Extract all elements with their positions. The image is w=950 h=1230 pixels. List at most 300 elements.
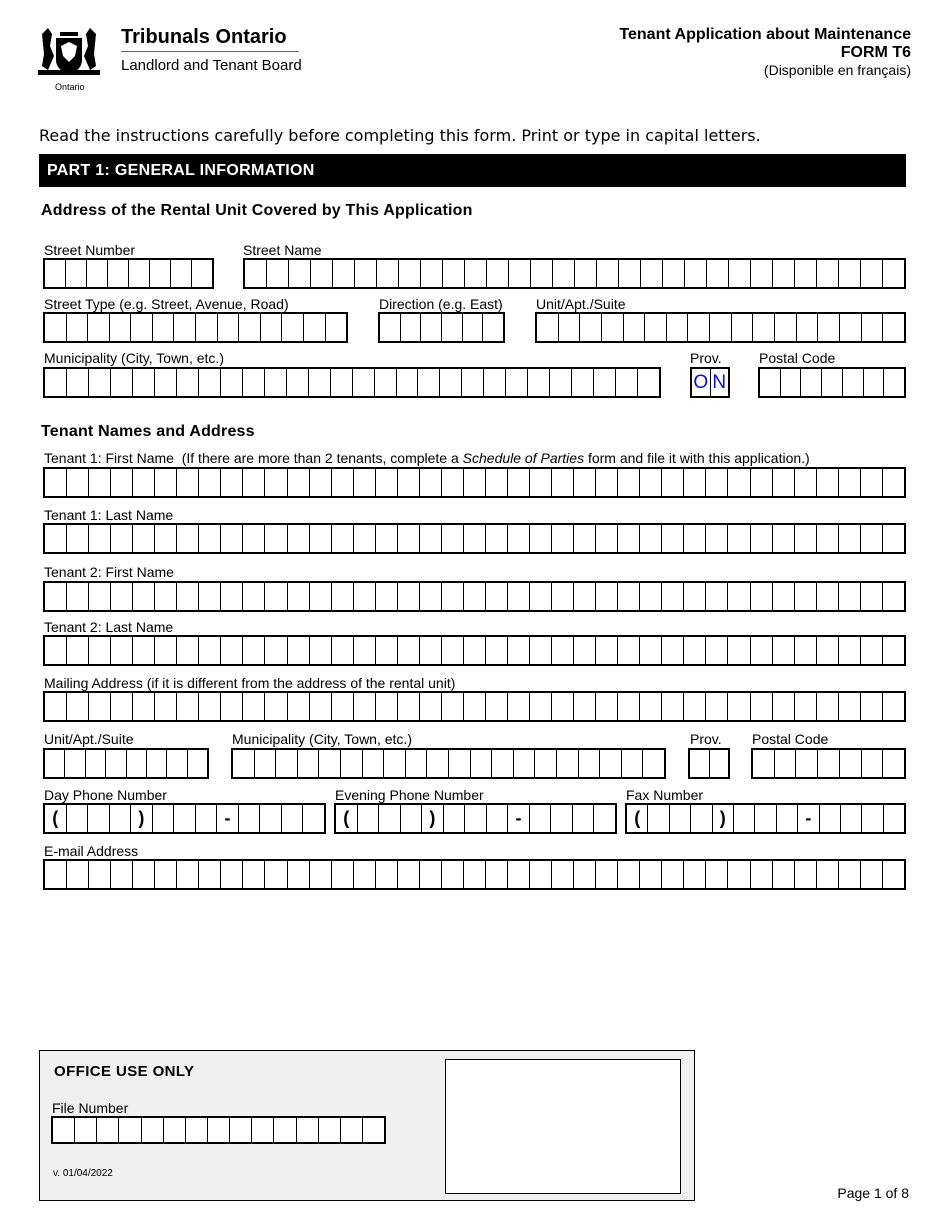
char-cell: [883, 369, 904, 396]
char-cell: [74, 1118, 96, 1142]
char-cell: [482, 314, 503, 341]
char-cell: [860, 583, 882, 610]
char-cell: [637, 369, 659, 396]
schedule-of-parties-text: Schedule of Parties: [462, 450, 585, 466]
char-cell: [287, 637, 309, 664]
char-cell: [332, 260, 354, 287]
char-cell: [287, 525, 309, 552]
char-cell: [287, 583, 309, 610]
tenant1-last-label: Tenant 1: Last Name: [44, 507, 174, 523]
char-cell: [639, 469, 661, 496]
char-cell: [838, 637, 860, 664]
char-cell: [774, 314, 796, 341]
char-cell: [617, 637, 639, 664]
char-cell: [690, 750, 709, 777]
char-cell: [772, 583, 794, 610]
mailing-address-field[interactable]: [43, 691, 906, 722]
char-cell: [87, 314, 109, 341]
logo-caption: Ontario: [55, 82, 85, 92]
phone-open-paren: (: [343, 808, 350, 828]
char-cell: [198, 637, 220, 664]
char-cell: [176, 861, 198, 888]
char-cell: [839, 314, 861, 341]
char-cell: [617, 583, 639, 610]
prov-char-o: O: [693, 371, 709, 393]
char-cell: [507, 861, 529, 888]
char-cell: [530, 260, 552, 287]
phone-cell: [173, 805, 195, 832]
char-cell: [154, 637, 176, 664]
char-cell: [331, 469, 353, 496]
char-cell: [353, 525, 375, 552]
char-cell: [639, 861, 661, 888]
char-cell: [727, 583, 749, 610]
char-cell: [507, 469, 529, 496]
char-cell: [772, 861, 794, 888]
char-cell: [242, 693, 264, 720]
char-cell: [176, 693, 198, 720]
char-cell: [331, 693, 353, 720]
char-cell: [275, 750, 297, 777]
char-cell: [308, 369, 330, 396]
char-cell: [839, 750, 861, 777]
char-cell: [362, 1118, 384, 1142]
char-cell: [485, 469, 507, 496]
char-cell: [529, 583, 551, 610]
char-cell: [264, 861, 286, 888]
char-cell: [45, 469, 66, 496]
char-cell: [110, 525, 132, 552]
phone-cell: [883, 805, 904, 832]
char-cell: [639, 637, 661, 664]
char-cell: [683, 637, 705, 664]
char-cell: [753, 750, 774, 777]
phone-open-paren: (: [634, 808, 641, 828]
char-cell: [88, 637, 110, 664]
char-cell: [527, 369, 549, 396]
char-cell: [185, 1118, 207, 1142]
char-cell: [173, 314, 195, 341]
phone-cell: [840, 805, 861, 832]
char-cell: [727, 861, 749, 888]
char-cell: [705, 469, 727, 496]
char-cell: [176, 469, 198, 496]
mail-unit-field[interactable]: [43, 748, 209, 779]
char-cell: [254, 750, 276, 777]
char-cell: [220, 637, 242, 664]
char-cell: [45, 637, 66, 664]
municipality-field[interactable]: [43, 367, 661, 398]
char-cell: [85, 750, 105, 777]
municipality-label: Municipality (City, Town, etc.): [44, 350, 224, 366]
unit-field[interactable]: [535, 312, 906, 343]
char-cell: [642, 750, 664, 777]
char-cell: [405, 750, 427, 777]
char-cell: [309, 469, 331, 496]
char-cell: [281, 314, 303, 341]
phone-dash: -: [797, 805, 818, 832]
char-cell: [132, 583, 154, 610]
char-cell: [794, 525, 816, 552]
char-cell: [661, 525, 683, 552]
char-cell: [573, 469, 595, 496]
char-cell: [551, 469, 573, 496]
char-cell: [132, 469, 154, 496]
char-cell: [245, 260, 266, 287]
char-cell: [242, 469, 264, 496]
char-cell: [507, 525, 529, 552]
char-cell: [375, 637, 397, 664]
char-cell: [661, 861, 683, 888]
char-cell: [462, 314, 483, 341]
char-cell: [66, 861, 88, 888]
evening-phone-field[interactable]: [334, 803, 617, 834]
char-cell: [618, 260, 640, 287]
char-cell: [463, 637, 485, 664]
char-cell: [220, 369, 242, 396]
org-name: Tribunals Ontario: [121, 26, 287, 48]
phone-cell: [754, 805, 775, 832]
char-cell: [728, 260, 750, 287]
phone-dash: -: [507, 805, 529, 832]
char-cell: [176, 583, 198, 610]
char-cell: [86, 260, 107, 287]
char-cell: [310, 260, 332, 287]
file-number-field[interactable]: [51, 1116, 386, 1144]
char-cell: [330, 369, 352, 396]
char-cell: [551, 525, 573, 552]
char-cell: [110, 369, 132, 396]
char-cell: [595, 525, 617, 552]
char-cell: [750, 469, 772, 496]
char-cell: [529, 861, 551, 888]
char-cell: [439, 369, 461, 396]
char-cell: [661, 583, 683, 610]
char-cell: [132, 369, 154, 396]
char-cell: [233, 750, 254, 777]
char-cell: [380, 314, 400, 341]
char-cell: [441, 469, 463, 496]
mail-postal-field[interactable]: [751, 748, 906, 779]
char-cell: [709, 750, 729, 777]
char-cell: [132, 637, 154, 664]
char-cell: [683, 469, 705, 496]
street-type-field[interactable]: [43, 312, 348, 343]
char-cell: [860, 861, 882, 888]
char-cell: [623, 314, 645, 341]
phone-cell: [195, 805, 217, 832]
char-cell: [838, 583, 860, 610]
char-cell: [141, 1118, 163, 1142]
char-cell: [661, 637, 683, 664]
char-cell: [397, 525, 419, 552]
char-cell: [683, 525, 705, 552]
char-cell: [354, 260, 376, 287]
char-cell: [217, 314, 239, 341]
char-cell: [441, 861, 463, 888]
phone-cell: [259, 805, 281, 832]
char-cell: [375, 525, 397, 552]
email-field[interactable]: [43, 859, 906, 890]
char-cell: [176, 637, 198, 664]
char-cell: [821, 369, 842, 396]
char-cell: [683, 583, 705, 610]
char-cell: [860, 637, 882, 664]
char-cell: [309, 861, 331, 888]
char-cell: [573, 861, 595, 888]
char-cell: [331, 637, 353, 664]
phone-cell: [861, 805, 882, 832]
part1-heading: PART 1: GENERAL INFORMATION: [39, 154, 906, 187]
char-cell: [198, 583, 220, 610]
char-cell: [297, 750, 319, 777]
tenant2-last-label: Tenant 2: Last Name: [44, 619, 174, 635]
phone-close-paren: ): [421, 805, 443, 832]
tenant2-first-name-field[interactable]: [43, 581, 906, 612]
fax-label: Fax Number: [626, 787, 704, 803]
char-cell: [709, 314, 731, 341]
street-number-field[interactable]: [43, 258, 214, 289]
char-cell: [882, 525, 904, 552]
char-cell: [595, 637, 617, 664]
phone-cell: [378, 805, 400, 832]
char-cell: [838, 260, 860, 287]
char-cell: [537, 314, 558, 341]
char-cell: [353, 469, 375, 496]
char-cell: [420, 260, 442, 287]
char-cell: [264, 369, 286, 396]
phone-cell: [400, 805, 422, 832]
char-cell: [617, 469, 639, 496]
char-cell: [220, 525, 242, 552]
char-cell: [448, 750, 470, 777]
fax-field[interactable]: [625, 803, 906, 834]
char-cell: [264, 469, 286, 496]
char-cell: [397, 583, 419, 610]
char-cell: [419, 861, 441, 888]
char-cell: [491, 750, 513, 777]
char-cell: [683, 693, 705, 720]
char-cell: [750, 693, 772, 720]
char-cell: [470, 750, 492, 777]
postal-code-field[interactable]: [758, 367, 906, 398]
coat-of-arms-icon: [34, 26, 104, 82]
char-cell: [463, 583, 485, 610]
char-cell: [375, 469, 397, 496]
street-name-field[interactable]: [243, 258, 906, 289]
day-phone-label: Day Phone Number: [44, 787, 167, 803]
char-cell: [816, 260, 838, 287]
char-cell: [573, 583, 595, 610]
char-cell: [796, 314, 818, 341]
tenant1-note-pre: (If there are more than 2 tenants, complete a: [181, 450, 459, 466]
phone-cell: [87, 805, 109, 832]
direction-field[interactable]: [378, 312, 505, 343]
char-cell: [795, 750, 817, 777]
char-cell: [264, 583, 286, 610]
char-cell: [842, 369, 863, 396]
tenant1-first-name-field[interactable]: [43, 467, 906, 498]
char-cell: [176, 525, 198, 552]
char-cell: [727, 693, 749, 720]
char-cell: [264, 525, 286, 552]
char-cell: [128, 260, 149, 287]
char-cell: [375, 583, 397, 610]
char-cell: [198, 369, 220, 396]
char-cell: [88, 469, 110, 496]
char-cell: [750, 525, 772, 552]
char-cell: [687, 314, 709, 341]
instructions-text: Read the instructions carefully before completing this form. Print or type in capital letters.: [39, 126, 761, 145]
char-cell: [376, 260, 398, 287]
char-cell: [816, 861, 838, 888]
char-cell: [198, 693, 220, 720]
char-cell: [817, 750, 839, 777]
char-cell: [731, 314, 753, 341]
day-phone-field[interactable]: [43, 803, 326, 834]
char-cell: [110, 861, 132, 888]
char-cell: [595, 583, 617, 610]
char-cell: [273, 1118, 295, 1142]
char-cell: [772, 525, 794, 552]
char-cell: [154, 525, 176, 552]
form-number: FORM T6: [840, 44, 911, 61]
phone-cell: [302, 805, 324, 832]
char-cell: [860, 260, 882, 287]
char-cell: [207, 1118, 229, 1142]
char-cell: [45, 861, 66, 888]
char-cell: [45, 369, 66, 396]
char-cell: [362, 750, 384, 777]
char-cell: [242, 637, 264, 664]
char-cell: [331, 583, 353, 610]
char-cell: [441, 314, 462, 341]
char-cell: [340, 750, 362, 777]
char-cell: [573, 693, 595, 720]
tenant1-note-post: form and file it with this application.): [587, 450, 810, 466]
char-cell: [683, 861, 705, 888]
char-cell: [441, 693, 463, 720]
char-cell: [579, 314, 601, 341]
char-cell: [260, 314, 282, 341]
char-cell: [198, 525, 220, 552]
char-cell: [666, 314, 688, 341]
mail-prov-label: Prov.: [690, 731, 722, 747]
char-cell: [617, 861, 639, 888]
char-cell: [529, 637, 551, 664]
char-cell: [860, 693, 882, 720]
tenant2-last-name-field[interactable]: [43, 635, 906, 666]
char-cell: [838, 525, 860, 552]
char-cell: [187, 750, 207, 777]
char-cell: [397, 637, 419, 664]
mail-prov-field[interactable]: [688, 748, 730, 779]
char-cell: [705, 583, 727, 610]
char-cell: [794, 469, 816, 496]
char-cell: [110, 693, 132, 720]
street-number-label: Street Number: [44, 242, 136, 258]
char-cell: [508, 260, 530, 287]
prov-field[interactable]: [690, 367, 730, 398]
char-cell: [596, 260, 618, 287]
char-cell: [551, 583, 573, 610]
char-cell: [66, 637, 88, 664]
mail-municipality-field[interactable]: [231, 748, 666, 779]
char-cell: [882, 314, 904, 341]
char-cell: [132, 525, 154, 552]
char-cell: [639, 525, 661, 552]
char-cell: [706, 260, 728, 287]
mail-municipality-label: Municipality (City, Town, etc.): [232, 731, 412, 747]
mail-postal-label: Postal Code: [752, 731, 829, 747]
street-name-label: Street Name: [243, 242, 322, 258]
char-cell: [863, 369, 884, 396]
char-cell: [66, 583, 88, 610]
char-cell: [463, 861, 485, 888]
char-cell: [513, 750, 535, 777]
char-cell: [615, 369, 637, 396]
char-cell: [640, 260, 662, 287]
char-cell: [595, 861, 617, 888]
char-cell: [45, 583, 66, 610]
char-cell: [727, 637, 749, 664]
char-cell: [882, 469, 904, 496]
char-cell: [242, 583, 264, 610]
tenant1-last-name-field[interactable]: [43, 523, 906, 554]
org-divider: [121, 51, 299, 52]
file-number-label: File Number: [52, 1100, 129, 1116]
char-cell: [882, 583, 904, 610]
char-cell: [838, 693, 860, 720]
char-cell: [331, 861, 353, 888]
char-cell: [549, 369, 571, 396]
char-cell: [318, 750, 340, 777]
char-cell: [463, 525, 485, 552]
char-cell: [644, 314, 666, 341]
phone-cell: [669, 805, 690, 832]
prov-label: Prov.: [690, 350, 722, 366]
char-cell: [860, 469, 882, 496]
char-cell: [198, 861, 220, 888]
char-cell: [485, 525, 507, 552]
phone-cell: [776, 805, 797, 832]
char-cell: [794, 260, 816, 287]
phone-cell: [109, 805, 131, 832]
char-cell: [309, 583, 331, 610]
office-use-panel: [39, 1050, 695, 1201]
char-cell: [375, 861, 397, 888]
char-cell: [442, 260, 464, 287]
char-cell: [220, 469, 242, 496]
char-cell: [558, 314, 580, 341]
char-cell: [154, 469, 176, 496]
char-cell: [461, 369, 483, 396]
char-cell: [309, 693, 331, 720]
char-cell: [45, 525, 66, 552]
char-cell: [149, 260, 170, 287]
char-cell: [88, 369, 110, 396]
ontario-logo: [34, 26, 104, 92]
char-cell: [816, 583, 838, 610]
char-cell: [396, 369, 418, 396]
char-cell: [154, 369, 176, 396]
char-cell: [242, 861, 264, 888]
char-cell: [750, 861, 772, 888]
char-cell: [419, 637, 441, 664]
phone-cell: [357, 805, 379, 832]
tenant-heading: Tenant Names and Address: [41, 423, 255, 440]
char-cell: [419, 693, 441, 720]
